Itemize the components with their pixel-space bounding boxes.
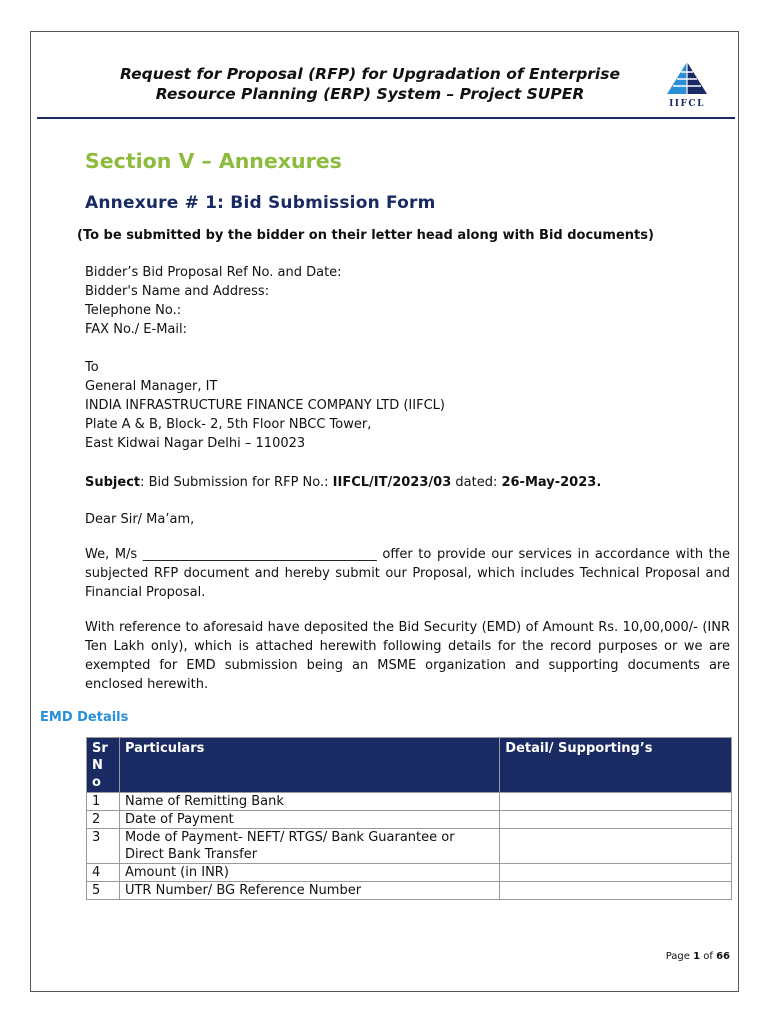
column-header-particulars: Particulars: [119, 738, 499, 793]
address-line: General Manager, IT: [85, 379, 218, 394]
sr-cell: 5: [87, 882, 120, 900]
emd-details-heading: EMD Details: [40, 710, 129, 725]
sr-cell: 2: [87, 811, 120, 829]
document-page: [30, 31, 739, 992]
sr-cell: 3: [87, 829, 120, 864]
subject-line: [85, 473, 601, 492]
detail-cell: [500, 829, 732, 864]
recipient-address: [85, 358, 445, 453]
page-number: [666, 951, 730, 962]
subject-label: Subject: [85, 475, 141, 490]
detail-cell: [500, 811, 732, 829]
emd-paragraph: With reference to aforesaid have deposited the Bid Security (EMD) of Amount Rs. 10,00,000/- (INR Ten Lakh only), which is attached herewith following details for the record purposes or we are exempted for EMD submission being an MSME organization and supporting documents are enclosed herewith.: [85, 620, 730, 692]
iifcl-logo-icon: [657, 60, 717, 110]
iifcl-logo: [657, 60, 717, 110]
of-label: of: [700, 951, 717, 962]
address-line: East Kidwai Nagar Delhi – 110023: [85, 436, 306, 451]
detail-cell: [500, 793, 732, 811]
column-header-sr-no: Sr N o: [87, 738, 120, 793]
total-pages: 66: [716, 951, 730, 962]
sr-cell: 4: [87, 864, 120, 882]
address-line: INDIA INFRASTRUCTURE FINANCE COMPANY LTD (IIFCL): [85, 398, 445, 413]
fax-email-field: FAX No./ E-Mail:: [85, 322, 188, 337]
bidder-name-address-field: Bidder's Name and Address:: [85, 284, 270, 299]
particular-cell: Mode of Payment- NEFT/ RTGS/ Bank Guarantee or Direct Bank Transfer: [119, 829, 499, 864]
particular-cell: UTR Number/ BG Reference Number: [119, 882, 499, 900]
table-row: [87, 811, 732, 829]
particular-cell: Name of Remitting Bank: [119, 793, 499, 811]
particular-cell: Amount (in INR): [119, 864, 499, 882]
table-row: [87, 793, 732, 811]
address-line: Plate A & B, Block- 2, 5th Floor NBCC Tower,: [85, 417, 372, 432]
subject-text: : Bid Submission for RFP No.:: [140, 475, 333, 490]
salutation: Dear Sir/ Ma’am,: [85, 512, 195, 527]
section-title: Section V – Annexures: [85, 149, 342, 173]
offer-paragraph: We, M/s ____________________________________ offer to provide our services in accordance with the subjected RFP document and hereby submit our Proposal, which includes Technical Proposal and Financial Proposal.: [85, 547, 730, 600]
particular-cell: Date of Payment: [119, 811, 499, 829]
bidder-proposal-ref-field: Bidder’s Bid Proposal Ref No. and Date:: [85, 265, 342, 280]
address-line: To: [85, 360, 99, 375]
sr-cell: 1: [87, 793, 120, 811]
header-title-line-1: Request for Proposal (RFP) for Upgradation of Enterprise: [120, 65, 620, 83]
table-row: [87, 864, 732, 882]
rfp-number: IIFCL/IT/2023/03: [332, 475, 452, 490]
header-title-line-2: Resource Planning (ERP) System – Project SUPER: [155, 85, 585, 103]
emd-details-table: [86, 737, 732, 900]
page-label: Page: [665, 951, 694, 962]
logo-text: IIFCL: [669, 99, 705, 109]
document-header-title: [86, 64, 654, 104]
header-divider: [37, 117, 735, 119]
rfp-date: 26-May-2023.: [501, 475, 602, 490]
telephone-field: Telephone No.:: [85, 303, 182, 318]
column-header-detail: Detail/ Supporting’s: [500, 738, 732, 793]
current-page: 1: [693, 951, 701, 962]
annexure-title: Annexure # 1: Bid Submission Form: [85, 193, 436, 213]
annexure-note: (To be submitted by the bidder on their letter head along with Bid documents): [77, 228, 654, 243]
detail-cell: [500, 882, 732, 900]
table-header-row: [87, 738, 732, 793]
dated-label: dated:: [451, 475, 502, 490]
bidder-fields: [85, 263, 342, 339]
table-row: [87, 882, 732, 900]
detail-cell: [500, 864, 732, 882]
table-row: [87, 829, 732, 864]
